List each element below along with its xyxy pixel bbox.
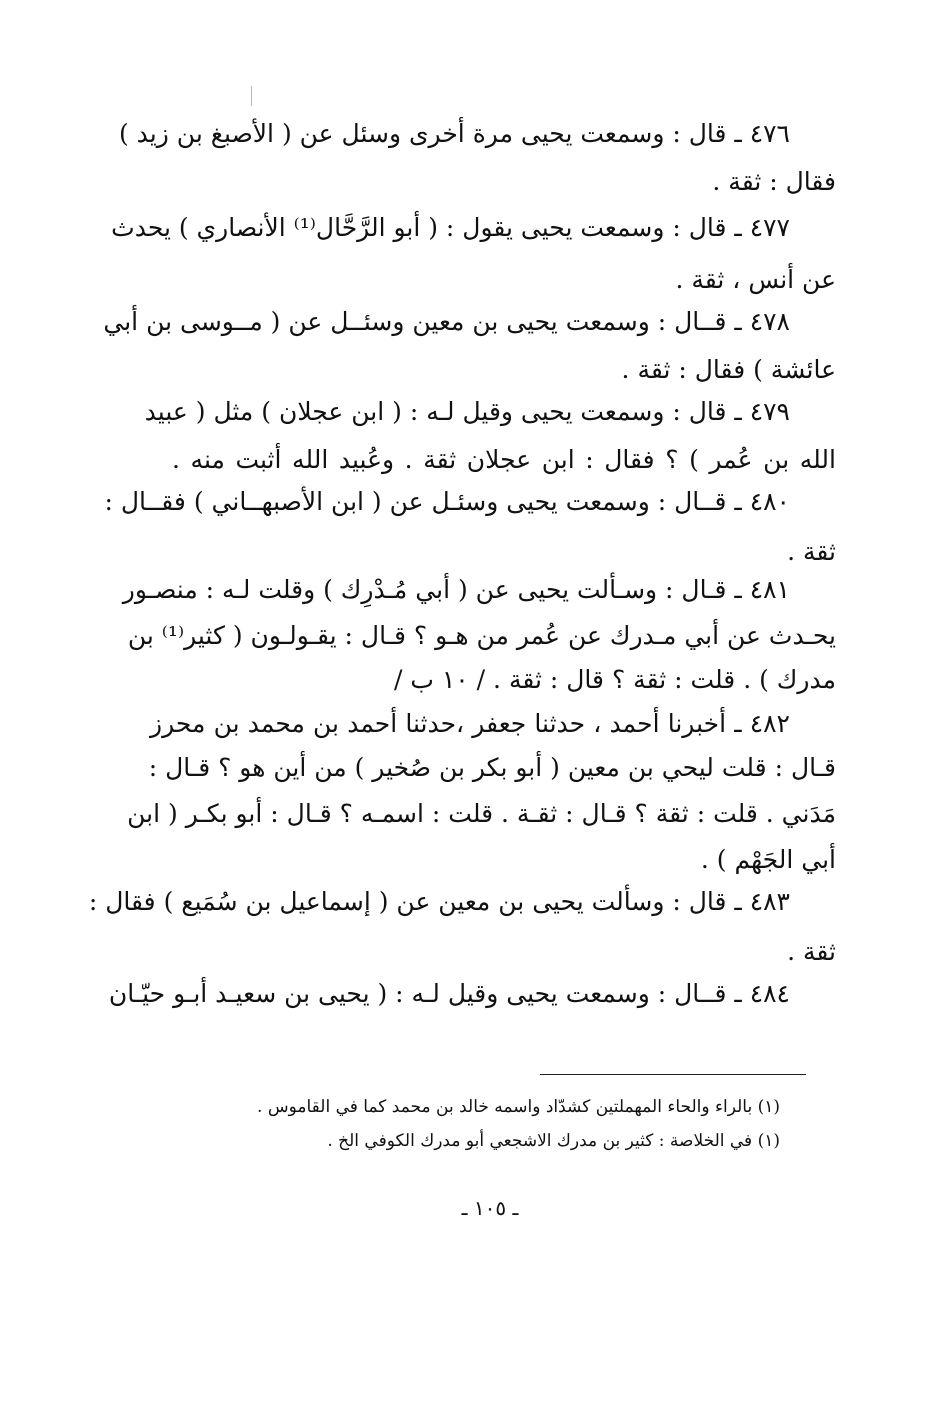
text-line: ٤٨٤ ـ قــال : وسمعت يحيى وقيل لـه : ( يحيى بن سعيـد أبـو حيّـان bbox=[108, 979, 790, 1008]
text-line: أبي الجَهْم ) . bbox=[700, 845, 836, 874]
text-line: قـال : قلت ليحي بن معين ( أبو بكر بن صُخير ) من أين هو ؟ قـال : bbox=[148, 753, 836, 782]
text-line: فقال : ثقة . bbox=[712, 167, 836, 196]
text-line: ٤٨٢ ـ أخبرنا أحمد ، حدثنا جعفر ،حدثنا أحمد بن محمد بن محرز bbox=[150, 709, 790, 738]
text-line: مدرك ) . قلت : ثقة ؟ قال : ثقة . / ١٠ ب / bbox=[394, 665, 836, 694]
page-number: ـ ١٠٥ ـ bbox=[461, 1196, 519, 1220]
text-line: ثقة . bbox=[787, 537, 836, 566]
text-line: الله بن عُمر ) ؟ فقال : ابن عجلان ثقة . وعُبيد الله أثبت منه . bbox=[172, 445, 836, 474]
footnote: (١) في الخلاصة : كثير بن مدرك الاشجعي أبو مدرك الكوفي الخ . bbox=[327, 1131, 780, 1151]
text-line: ٤٧٦ ـ قال : وسمعت يحيى مرة أخرى وسئل عن ( الأصبغ بن زيد ) bbox=[118, 119, 790, 148]
text-line: ٤٧٧ ـ قال : وسمعت يحيى يقول : ( أبو الرَّحَّال⁽¹⁾ الأنصاري ) يحدث bbox=[111, 213, 790, 242]
text-line: ٤٧٨ ـ قــال : وسمعت يحيى بن معين وسئــل عن ( مــوسى بن أبي bbox=[103, 307, 790, 336]
text-line: عائشة ) فقال : ثقة . bbox=[621, 355, 836, 384]
footnote: (١) بالراء والحاء المهملتين كشدّاد واسمه خالد بن محمد كما في القاموس . bbox=[257, 1097, 780, 1117]
text-line: يحـدث عن أبي مـدرك عن عُمر من هـو ؟ قـال : يقـولـون ( كثير⁽¹⁾ بن bbox=[127, 621, 836, 650]
text-line: مَدَني . قلت : ثقة ؟ قـال : ثقـة . قلت : اسمـه ؟ قـال : أبو بكـر ( ابن bbox=[127, 799, 836, 828]
text-line: ٤٨٠ ـ قــال : وسمعت يحيى وسئـل عن ( ابن الأصبهــاني ) فقــال : bbox=[104, 487, 790, 516]
footnote-divider bbox=[540, 1074, 806, 1075]
text-line: ٤٨٣ ـ قال : وسألت يحيى بن معين عن ( إسماعيل بن سُمَيع ) فقال : bbox=[88, 887, 790, 916]
text-line: ثقة . bbox=[787, 937, 836, 966]
text-line: ٤٧٩ ـ قال : وسمعت يحيى وقيل لـه : ( ابن عجلان ) مثل ( عبيد bbox=[144, 397, 790, 426]
text-line: ٤٨١ ـ قـال : وسـألت يحيى عن ( أبي مُـدْرِك ) وقلت لـه : منصـور bbox=[122, 575, 790, 604]
text-line: عن أنس ، ثقة . bbox=[675, 265, 836, 294]
scan-mark bbox=[251, 86, 252, 106]
